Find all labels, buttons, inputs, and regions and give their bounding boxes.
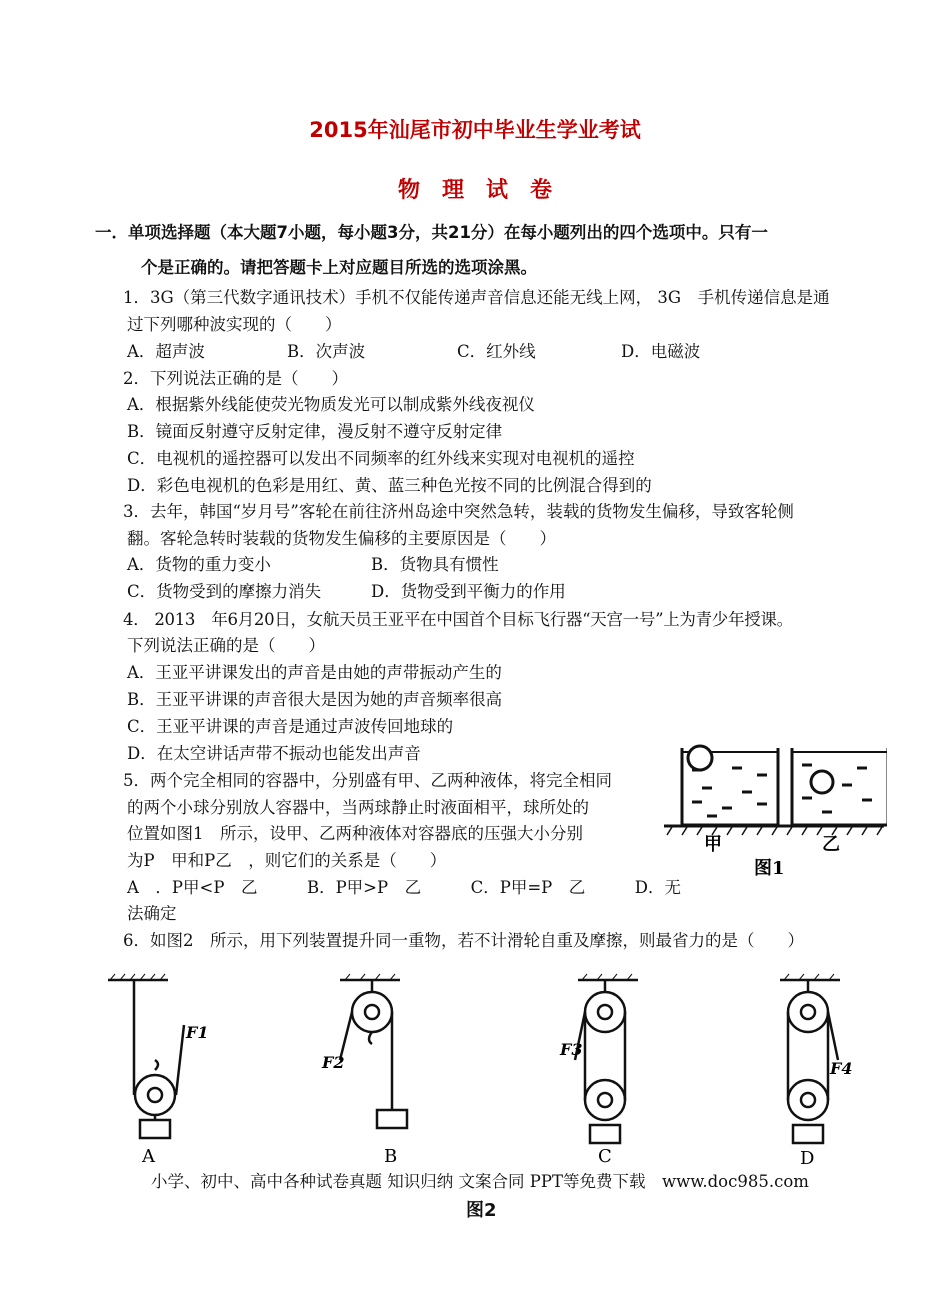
footer-text: 小学、初中、高中各种试卷真题 知识归纳 文案合同 PPT等免费下载 www.doc985.com — [151, 1172, 809, 1191]
q3-text: 3．去年，韩国“岁月号”客轮在前往济州岛途中突然急转，装载的货物发生偏移，导致客轮侧 — [123, 502, 794, 521]
fig1-caption: 图1 — [754, 858, 785, 879]
q1-text: 1．3G（第三代数字通讯技术）手机不仅能传递声音信息还能无线上网， 3G 手机传递信息是通 — [123, 288, 830, 307]
q3-option-a: A．货物的重力变小 — [127, 555, 271, 574]
q2-option-d: D．彩色电视机的色彩是用红、黄、蓝三种色光按不同的比例混合得到的 — [127, 476, 652, 495]
fig2-label-d: D — [800, 1148, 815, 1169]
q3-option-b: B．货物具有惯性 — [371, 555, 499, 574]
q3-option-c: C．货物受到的摩擦力消失 — [127, 582, 322, 601]
q2-option-b: B．镜面反射遵守反射定律，漫反射不遵守反射定律 — [127, 422, 503, 441]
q3-text-cont: 翻。客轮急转时装载的货物发生偏移的主要原因是（ ） — [127, 529, 556, 548]
q6-text: 6．如图2 所示，用下列装置提升同一重物，若不计滑轮自重及摩擦，则最省力的是（ ） — [123, 931, 804, 950]
q3-option-d: D．货物受到平衡力的作用 — [371, 582, 566, 601]
fig1-label-right: 乙 — [822, 834, 840, 855]
q2-option-a: A．根据紫外线能使荧光物质发光可以制成紫外线夜视仪 — [127, 395, 535, 414]
section-heading: 一．单项选择题（本大题7小题，每小题3分，共21分）在每小题列出的四个选项中。只有一 — [95, 223, 768, 242]
q4-option-b: B．王亚平讲课的声音很大是因为她的声音频率很高 — [127, 690, 503, 709]
fig1-label-left: 甲 — [704, 834, 722, 855]
q5-text-2: 的两个小球分别放人容器中，当两球静止时液面相平，球所处的 — [127, 798, 589, 817]
q4-option-d: D．在太空讲话声带不振动也能发出声音 — [127, 744, 421, 763]
figure-2 — [100, 970, 860, 1170]
force-label-f1: F1 — [186, 1023, 209, 1042]
q4-option-c: C．王亚平讲课的声音是通过声波传回地球的 — [127, 717, 454, 736]
force-label-f2: F2 — [322, 1053, 345, 1072]
fig2-label-b: B — [384, 1146, 398, 1167]
q5-text-6: 法确定 — [127, 904, 177, 923]
q2-option-c: C．电视机的遥控器可以发出不同频率的红外线来实现对电视机的遥控 — [127, 449, 635, 468]
figure-1 — [662, 740, 887, 880]
exam-subtitle: 物 理 试 卷 — [397, 178, 552, 203]
fig2-label-c: C — [598, 1146, 612, 1167]
q2-text: 2．下列说法正确的是（ ） — [123, 369, 348, 388]
q4-text: 4． 2013 年6月20日，女航天员王亚平在中国首个目标飞行器“天宫一号”上为青少年授课。 — [123, 610, 793, 629]
q5-text: 5．两个完全相同的容器中，分别盛有甲、乙两种液体，将完全相同 — [123, 771, 612, 790]
q1-option-b: B．次声波 — [287, 342, 366, 361]
exam-title: 2015年汕尾市初中毕业生学业考试 — [309, 118, 641, 142]
q1-option-a: A．超声波 — [127, 342, 205, 361]
q1-option-c: C．红外线 — [457, 342, 536, 361]
fig2-label-a: A — [142, 1146, 155, 1167]
q1-text-cont: 过下列哪种波实现的（ ） — [127, 315, 342, 334]
q1-option-d: D．电磁波 — [621, 342, 701, 361]
force-label-f4: F4 — [830, 1059, 853, 1078]
section-heading-cont: 个是正确的。请把答题卡上对应题目所选的选项涂黑。 — [141, 258, 537, 277]
q4-option-a: A．王亚平讲课发出的声音是由她的声带振动产生的 — [127, 663, 502, 682]
q5-text-3: 位置如图1 所示，设甲、乙两种液体对容器底的压强大小分别 — [127, 824, 583, 843]
q5-options: A ．P甲<P 乙 B．P甲>P 乙 C．P甲=P 乙 D．无 — [127, 878, 681, 897]
q5-text-4: 为P 甲和P乙 ，则它们的关系是（ ） — [127, 851, 447, 870]
q4-text-cont: 下列说法正确的是（ ） — [127, 636, 325, 655]
fig2-caption: 图2 — [466, 1200, 497, 1221]
force-label-f3: F3 — [560, 1040, 583, 1059]
